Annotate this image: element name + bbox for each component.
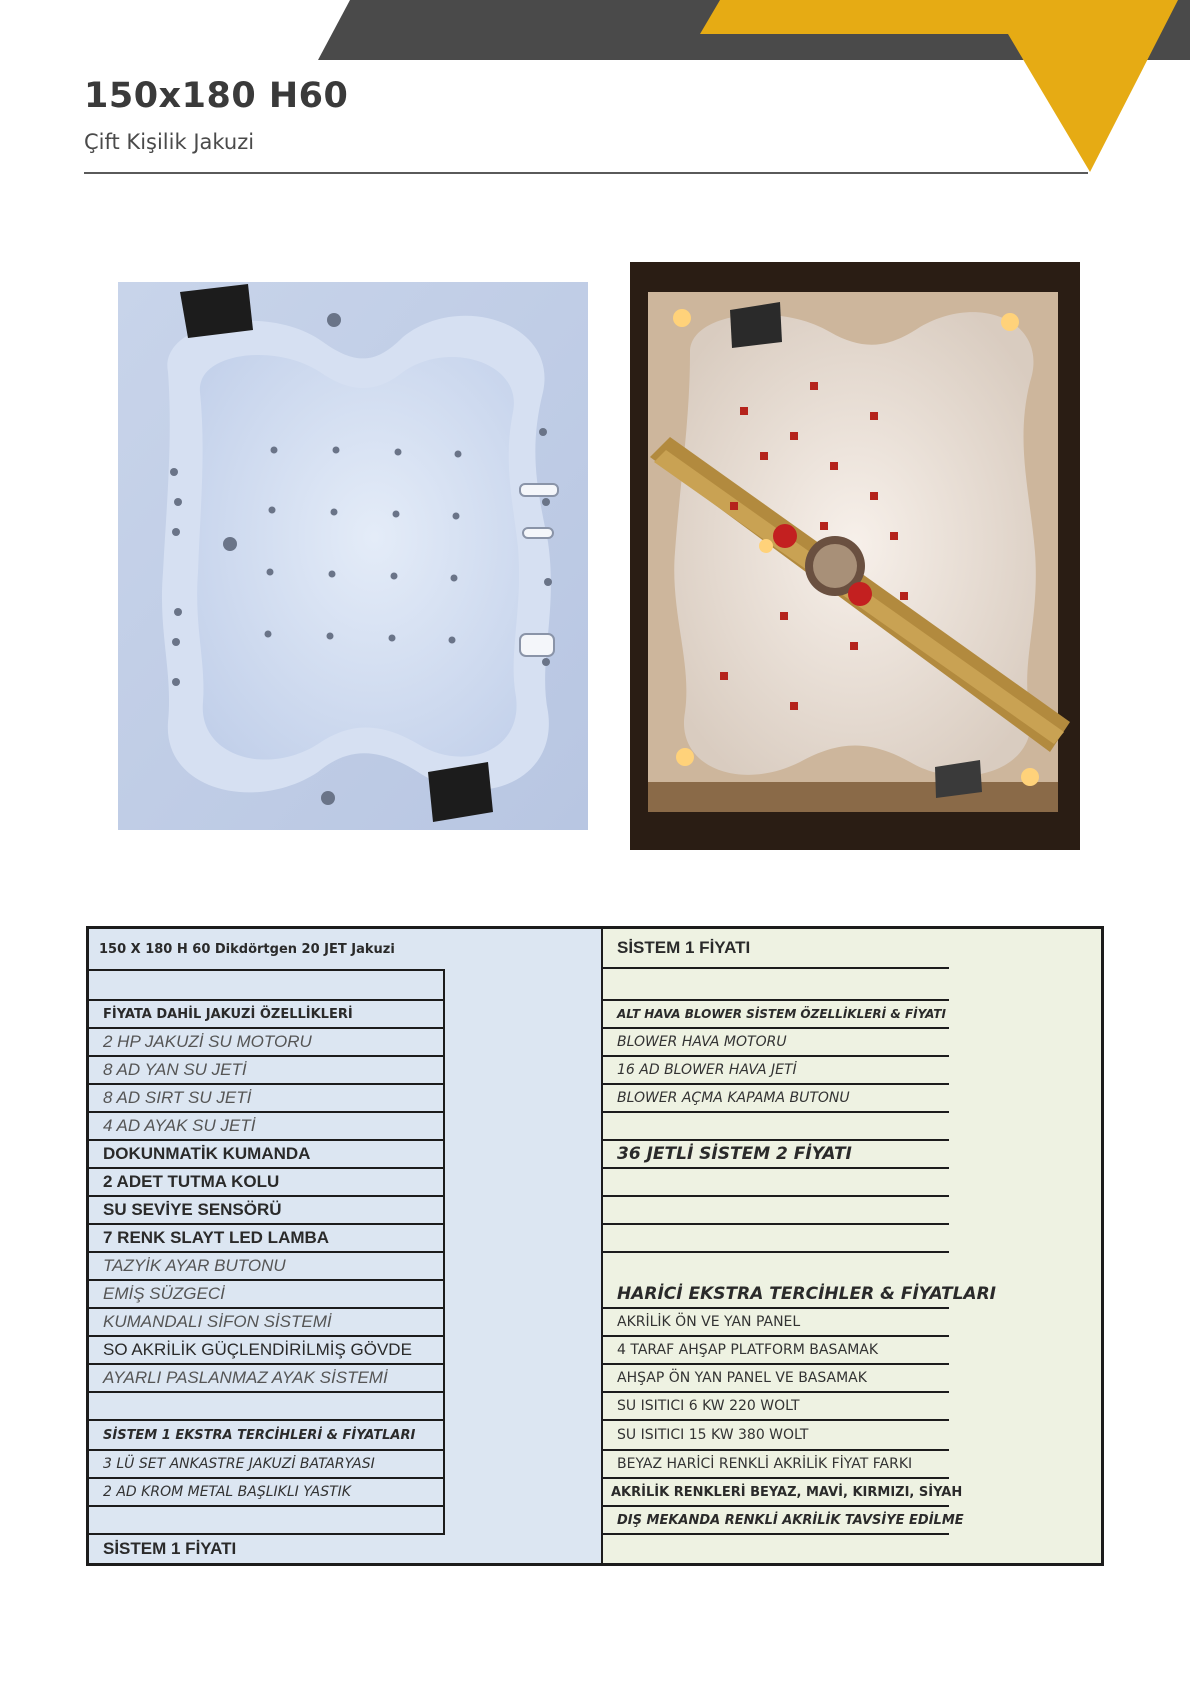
- feature-item: SO AKRİLİK GÜÇLENDİRİLMİŞ GÖVDE: [89, 1337, 445, 1365]
- system1-extras-header: SİSTEM 1 EKSTRA TERCİHLERİ & FİYATLARI: [89, 1421, 445, 1451]
- left-spacer-row: [89, 1507, 445, 1535]
- system1-price-footer: SİSTEM 1 FİYATI: [103, 1539, 237, 1558]
- header-rule: [84, 172, 1088, 174]
- acrylic-colors-note: AKRİLİK RENKLERİ BEYAZ, MAVİ, KIRMIZI, SİYAH: [603, 1479, 949, 1507]
- external-item: BEYAZ HARİCİ RENKLİ AKRİLİK FİYAT FARKI: [603, 1451, 949, 1479]
- white-jacuzzi-top-view-icon: [118, 282, 588, 830]
- extra-item: 2 AD KROM METAL BAŞLIKLI YASTIK: [89, 1479, 445, 1507]
- feature-item: EMİŞ SÜZGECİ: [89, 1281, 445, 1309]
- blower-item: 16 AD BLOWER HAVA JETİ: [603, 1057, 949, 1085]
- feature-item: SU SEVİYE SENSÖRÜ: [89, 1197, 445, 1225]
- left-spacer-row: [89, 969, 445, 1001]
- external-item: AKRİLİK ÖN VE YAN PANEL: [603, 1309, 949, 1337]
- right-spacer-row: [603, 1535, 949, 1563]
- feature-item: DOKUNMATİK KUMANDA: [89, 1141, 445, 1169]
- table-title: 150 X 180 H 60 Dikdörtgen 20 JET Jakuzi: [99, 941, 395, 957]
- right-spacer-row: [603, 969, 949, 1001]
- page-title: 150x180 H60: [84, 76, 349, 116]
- blower-header: ALT HAVA BLOWER SİSTEM ÖZELLİKLERİ & FİYATI: [603, 1001, 949, 1029]
- feature-item: 2 HP JAKUZİ SU MOTORU: [89, 1029, 445, 1057]
- external-item: SU ISITICI 6 KW 220 WOLT: [603, 1393, 949, 1421]
- left-spacer-row: [89, 1393, 445, 1421]
- blower-item: BLOWER HAVA MOTORU: [603, 1029, 949, 1057]
- page-subtitle: Çift Kişilik Jakuzi: [84, 130, 255, 154]
- decorated-jacuzzi-with-candles-icon: [630, 262, 1080, 850]
- right-spacer-row: [603, 1253, 949, 1281]
- right-spacer-row: [603, 1169, 949, 1197]
- jacuzzi-photo-right: [630, 262, 1080, 850]
- jacuzzi-photo-left: [118, 282, 588, 830]
- external-item: SU ISITICI 15 KW 380 WOLT: [603, 1421, 949, 1451]
- spec-right-column: [601, 929, 1101, 1563]
- feature-item: KUMANDALI SİFON SİSTEMİ: [89, 1309, 445, 1337]
- feature-item: 7 RENK SLAYT LED LAMBA: [89, 1225, 445, 1253]
- system1-price-label: SİSTEM 1 FİYATI: [603, 929, 949, 969]
- included-features-header: FİYATA DAHİL JAKUZİ ÖZELLİKLERİ: [89, 1001, 445, 1029]
- feature-item: 4 AD AYAK SU JETİ: [89, 1113, 445, 1141]
- right-spacer-row: [603, 1113, 949, 1141]
- feature-item: AYARLI PASLANMAZ AYAK SİSTEMİ: [89, 1365, 445, 1393]
- spec-table: [86, 926, 1104, 1566]
- external-item: 4 TARAF AHŞAP PLATFORM BASAMAK: [603, 1337, 949, 1365]
- extra-item: 3 LÜ SET ANKASTRE JAKUZİ BATARYASI: [89, 1451, 445, 1479]
- feature-item: 8 AD YAN SU JETİ: [89, 1057, 445, 1085]
- blower-item: BLOWER AÇMA KAPAMA BUTONU: [603, 1085, 949, 1113]
- feature-item: TAZYİK AYAR BUTONU: [89, 1253, 445, 1281]
- feature-item: 2 ADET TUTMA KOLU: [89, 1169, 445, 1197]
- outdoor-note: DIŞ MEKANDA RENKLİ AKRİLİK TAVSİYE EDİLME: [603, 1507, 949, 1535]
- feature-item: 8 AD SIRT SU JETİ: [89, 1085, 445, 1113]
- external-extras-header: HARİCİ EKSTRA TERCİHLER & FİYATLARI: [603, 1281, 949, 1309]
- system2-price-label: 36 JETLİ SİSTEM 2 FİYATI: [603, 1141, 949, 1169]
- external-item: AHŞAP ÖN YAN PANEL VE BASAMAK: [603, 1365, 949, 1393]
- right-spacer-row: [603, 1225, 949, 1253]
- spec-left-column: [89, 929, 601, 1563]
- accent-triangle: [700, 0, 1190, 172]
- right-spacer-row: [603, 1197, 949, 1225]
